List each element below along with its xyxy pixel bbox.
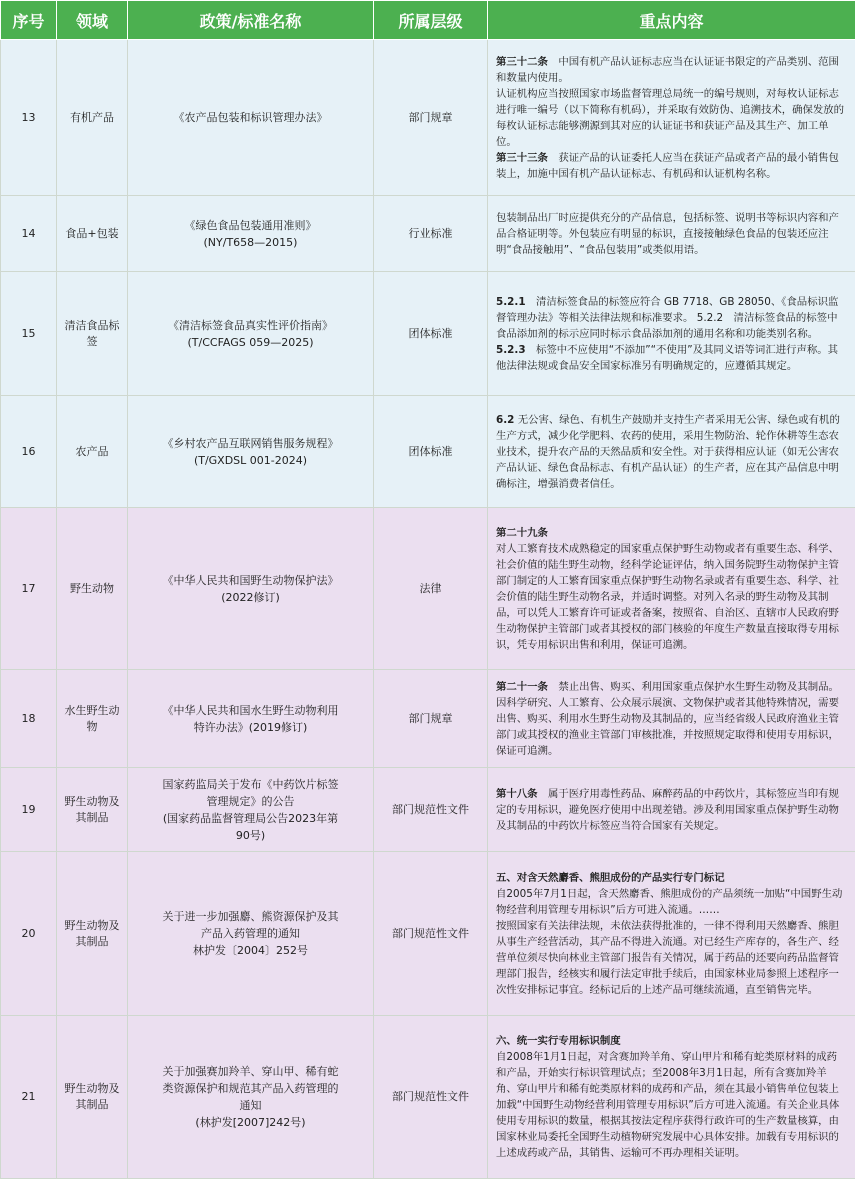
header-level: 所属层级 <box>374 1 488 40</box>
content-paragraph <box>496 54 847 86</box>
article-text: 对人工繁育技术成熟稳定的国家重点保护野生动物或者有重要生态、科学、社会价值的陆生野生动物，经科学论证评估，纳入国务院野生动物保护主管部门制定的人工繁育国家重点保护野生动物名录或者有重要生态、科学、社会价值的陆生野生动物名录，并适时调整。对列入名录的野生动物及其制品，可以凭人工繁育许可证或者备案，按照省、自治区、直辖市人民政府野生动物保护主管部门或者其授权的部门核验的年度生产数量直接取得专用标识，凭专用标识出售和利用，保证可追溯。 <box>496 543 839 651</box>
row-number: 21 <box>1 1016 57 1179</box>
article-text: 无公害、绿色、有机生产鼓励并支持生产者采用无公害、绿色或有机的生产方式，减少化学肥料、农药的使用，采用生物防治、轮作休耕等生态农业技术，提升农产品的天然品质和安全性。对于获得相应认证（如无公害农产品认证、绿色食品标志、有机产品认证）的生产者，应在其产品信息中明确标注，增强消费者信任。 <box>496 414 840 490</box>
row-number: 13 <box>1 40 57 196</box>
article-text: 标签中不应使用“不添加”“不使用”及其同义语等词汇进行声称。其他法律法规或食品安全国家标准另有明确规定的，应遵循其规定。 <box>496 344 838 372</box>
policy-name-line: 通知 <box>134 1097 367 1114</box>
content-paragraph <box>496 412 847 492</box>
policy-name-line: 特许办法》(2019修订) <box>134 719 367 736</box>
policy-name-line: (T/CCFAGS 059—2025) <box>134 334 367 351</box>
article-label: 第三十三条 <box>496 152 548 164</box>
row-policy-name <box>128 852 374 1016</box>
header-field: 领域 <box>57 1 128 40</box>
row-policy-name <box>128 396 374 508</box>
table-row <box>1 272 855 396</box>
policy-name-line: 关于进一步加强麝、熊资源保护及其 <box>134 908 367 925</box>
policy-name-line: 90号) <box>134 827 367 844</box>
table-row <box>1 508 855 670</box>
header-name: 政策/标准名称 <box>128 1 374 40</box>
article-text: 获证产品的认证委托人应当在获证产品或者产品的最小销售包装上，加施中国有机产品认证标志、有机码和认证机构名称。 <box>496 152 839 180</box>
row-policy-name <box>128 272 374 396</box>
row-field: 水生野生动物 <box>57 670 128 768</box>
row-number: 20 <box>1 852 57 1016</box>
row-content <box>488 768 855 852</box>
content-paragraph <box>496 210 847 258</box>
row-level: 部门规章 <box>374 670 488 768</box>
row-level: 行业标准 <box>374 196 488 272</box>
table-row <box>1 768 855 852</box>
article-label: 6.2 <box>496 414 514 426</box>
policy-name-line: (林护发[2007]242号) <box>134 1114 367 1131</box>
row-level: 团体标准 <box>374 272 488 396</box>
policy-name-line: 林护发〔2004〕252号 <box>134 942 367 959</box>
policy-name-line: 类资源保护和规范其产品入药管理的 <box>134 1080 367 1097</box>
table-row <box>1 670 855 768</box>
article-text: 自2005年7月1日起，含天然麝香、熊胆成份的产品须统一加贴“中国野生动物经营利用管理专用标识”后方可进入流通。…… <box>496 888 842 916</box>
policy-name-line: 《中华人民共和国野生动物保护法》 <box>134 572 367 589</box>
row-content <box>488 1016 855 1179</box>
policy-name-line: 关于加强赛加羚羊、穿山甲、稀有蛇 <box>134 1063 367 1080</box>
content-paragraph <box>496 525 847 541</box>
row-field: 野生动物 <box>57 508 128 670</box>
row-field: 农产品 <box>57 396 128 508</box>
article-label: 5.2.1 <box>496 296 526 308</box>
row-policy-name <box>128 508 374 670</box>
row-content <box>488 670 855 768</box>
content-paragraph <box>496 86 847 150</box>
row-field: 野生动物及其制品 <box>57 768 128 852</box>
content-paragraph <box>496 1033 847 1049</box>
content-paragraph <box>496 541 847 653</box>
row-policy-name <box>128 1016 374 1179</box>
row-level: 部门规章 <box>374 40 488 196</box>
article-text: 清洁标签食品的标签应符合 GB 7718、GB 28050、《食品标识监督管理办法》等相关法律法规和标准要求。 5.2.2 清洁标签食品的标签中食品添加剂的标示应同时标示食品添加剂的通用名称和功能类别名称。 <box>496 296 838 340</box>
policy-name-line: (2022修订) <box>134 589 367 606</box>
content-paragraph <box>496 918 847 998</box>
row-content <box>488 396 855 508</box>
table-row <box>1 196 855 272</box>
row-level: 部门规范性文件 <box>374 852 488 1016</box>
table-row <box>1 1016 855 1179</box>
header-row <box>1 1 855 40</box>
policy-name-line: 《中华人民共和国水生野生动物利用 <box>134 702 367 719</box>
row-policy-name <box>128 768 374 852</box>
article-label: 第十八条 <box>496 788 538 800</box>
content-paragraph <box>496 1049 847 1161</box>
article-label: 第三十二条 <box>496 56 548 68</box>
policy-name-line: (国家药品监督管理局公告2023年第 <box>134 810 367 827</box>
table-row <box>1 852 855 1016</box>
row-field: 野生动物及其制品 <box>57 852 128 1016</box>
row-field: 有机产品 <box>57 40 128 196</box>
article-text: 属于医疗用毒性药品、麻醉药品的中药饮片，其标签应当印有规定的专用标识，避免医疗使用中出现差错。涉及利用国家重点保护野生动物及其制品的中药饮片标签应当符合国家有关规定。 <box>496 788 839 832</box>
row-policy-name <box>128 196 374 272</box>
row-level: 法律 <box>374 508 488 670</box>
policy-name-line: (T/GXDSL 001-2024) <box>134 452 367 469</box>
content-paragraph <box>496 150 847 182</box>
row-number: 19 <box>1 768 57 852</box>
policy-name-line: 《乡村农产品互联网销售服务规程》 <box>134 435 367 452</box>
row-content <box>488 508 855 670</box>
row-policy-name <box>128 40 374 196</box>
policy-name-line: 国家药监局关于发布《中药饮片标签 <box>134 776 367 793</box>
content-paragraph <box>496 870 847 886</box>
article-label: 5.2.3 <box>496 344 526 356</box>
article-text: 按照国家有关法律法规，未依法获得批准的，一律不得利用天然麝香、熊胆从事生产经营活动，其产品不得进入流通。对已经生产库存的，各生产、经营单位须尽快向林业主管部门报告有关情况，属于药品的还要向药品监督管理部门报告，经核实和履行法定审批手续后，由国家林业局参照上述程序一次性安排标记事宜。经标记后的上述产品可继续流通，直至销售完毕。 <box>496 920 839 996</box>
policy-name-line: 《清洁标签食品真实性评价指南》 <box>134 317 367 334</box>
article-label: 第二十一条 <box>496 681 548 693</box>
article-label: 五、对含天然麝香、熊胆成份的产品实行专门标记 <box>496 872 725 884</box>
table-row <box>1 396 855 508</box>
policy-name-line: (NY/T658—2015) <box>134 234 367 251</box>
article-label: 第二十九条 <box>496 527 548 539</box>
content-paragraph <box>496 886 847 918</box>
article-text: 认证机构应当按照国家市场监督管理总局统一的编号规则，对每枚认证标志进行唯一编号（以下简称有机码），并采取有效防伪、追溯技术，确保发放的每枚认证标志能够溯源到其对应的认证证书和获证产品及其生产、加工单位。 <box>496 88 844 148</box>
policy-name-line: 管理规定》的公告 <box>134 793 367 810</box>
row-level: 部门规范性文件 <box>374 768 488 852</box>
row-number: 15 <box>1 272 57 396</box>
table-row <box>1 40 855 196</box>
row-level: 部门规范性文件 <box>374 1016 488 1179</box>
article-text: 禁止出售、购买、利用国家重点保护水生野生动物及其制品。因科学研究、人工繁育、公众展示展演、文物保护或者其他特殊情况，需要出售、购买、利用水生野生动物及其制品的，应当经省级人民政府渔业主管部门或其授权的渔业主管部门审核批准，并按照规定取得和使用专用标识，保证可追溯。 <box>496 681 839 757</box>
header-content: 重点内容 <box>488 1 855 40</box>
row-number: 14 <box>1 196 57 272</box>
content-paragraph <box>496 342 847 374</box>
policy-name-line: 《农产品包装和标识管理办法》 <box>134 109 367 126</box>
article-label: 六、统一实行专用标识制度 <box>496 1035 621 1047</box>
row-content <box>488 196 855 272</box>
header-no: 序号 <box>1 1 57 40</box>
row-content <box>488 272 855 396</box>
row-content <box>488 852 855 1016</box>
article-text: 包装制品出厂时应提供充分的产品信息，包括标签、说明书等标识内容和产品合格证明等。外包装应有明显的标识，直接接触绿色食品的包装还应注明“食品接触用”、“食品包装用”或类似用语。 <box>496 212 839 256</box>
content-paragraph <box>496 786 847 834</box>
policy-name-line: 《绿色食品包装通用准则》 <box>134 217 367 234</box>
policy-name-line: 产品入药管理的通知 <box>134 925 367 942</box>
row-policy-name <box>128 670 374 768</box>
row-field: 野生动物及其制品 <box>57 1016 128 1179</box>
row-number: 16 <box>1 396 57 508</box>
row-number: 17 <box>1 508 57 670</box>
row-field: 食品+包装 <box>57 196 128 272</box>
row-field: 清洁食品标签 <box>57 272 128 396</box>
article-text: 自2008年1月1日起，对含赛加羚羊角、穿山甲片和稀有蛇类原材料的成药和产品，开始实行标识管理试点；至2008年3月1日起，所有含赛加羚羊角、穿山甲片和稀有蛇类原材料的成药和产品，须在其最小销售单位包装上加载“中国野生动物经营利用管理专用标识”后方可进入流通。有关企业具体使用专用标识的数量，根据其按法定程序获得行政许可的生产数量核算，由国家林业局委托全国野生动植物研究发展中心具体安排。加载有专用标识的上述成药或产品，其销售、运输可不再办理相关证明。 <box>496 1051 839 1159</box>
row-number: 18 <box>1 670 57 768</box>
row-level: 团体标准 <box>374 396 488 508</box>
article-text: 中国有机产品认证标志应当在认证证书限定的产品类别、范围和数量内使用。 <box>496 56 839 84</box>
content-paragraph <box>496 294 847 342</box>
row-content <box>488 40 855 196</box>
content-paragraph <box>496 679 847 759</box>
